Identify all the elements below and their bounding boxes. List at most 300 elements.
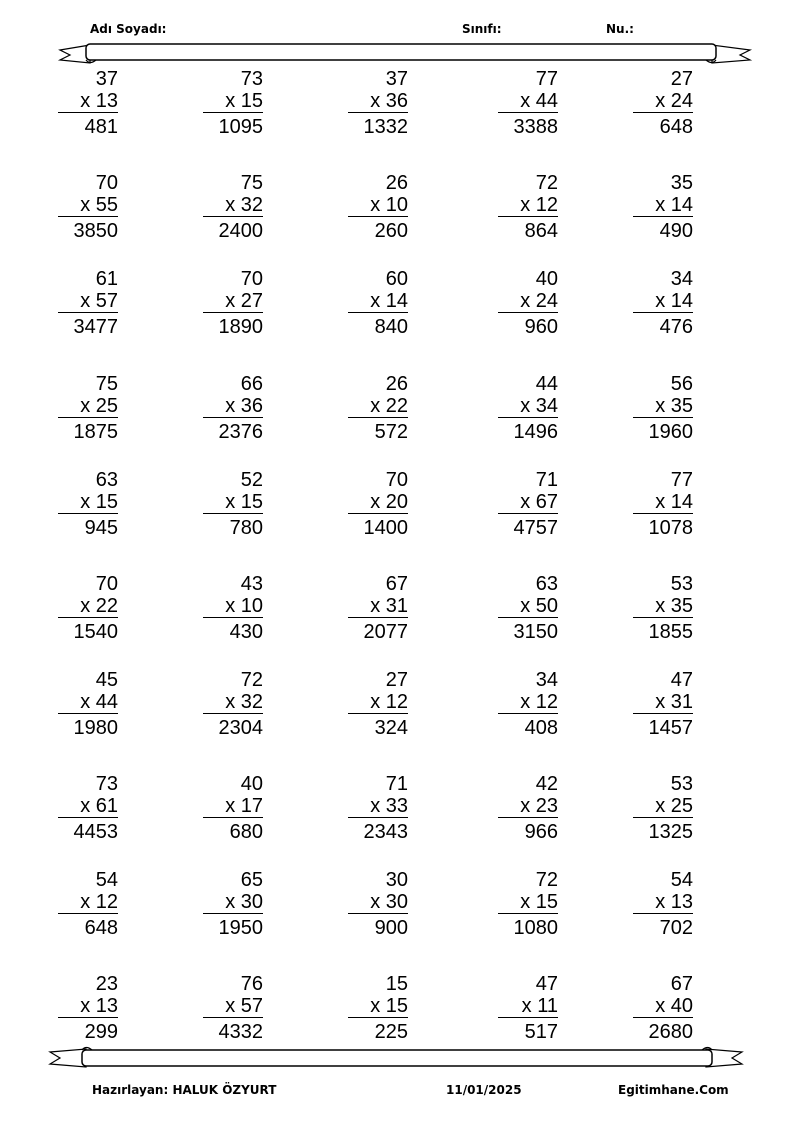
multiplier-row (633, 491, 693, 514)
multiplicand: 47 (535, 973, 558, 995)
multiplier: 15 (240, 491, 263, 513)
product: 481 (84, 116, 118, 138)
multiply-sign: x (370, 795, 386, 817)
product: 1095 (218, 116, 263, 138)
multiplier-row (203, 395, 263, 418)
multiplier: 10 (240, 595, 263, 617)
multiply-sign: x (370, 290, 386, 312)
multiply-sign: x (225, 595, 241, 617)
multiplication-problem (348, 669, 408, 739)
multiplier-row (498, 891, 558, 914)
multiplier: 24 (670, 90, 693, 112)
multiply-sign: x (370, 90, 386, 112)
product: 1980 (73, 717, 118, 739)
product: 2376 (218, 421, 263, 443)
product: 702 (659, 917, 693, 939)
multiply-sign: x (655, 290, 671, 312)
multiplicand: 42 (535, 773, 558, 795)
multiplier: 13 (95, 995, 118, 1017)
multiplication-problem (498, 669, 558, 739)
multiplier: 15 (535, 891, 558, 913)
multiplication-problem (348, 373, 408, 443)
multiplication-problem (633, 573, 693, 643)
multiplication-problem (633, 973, 693, 1043)
multiply-sign: x (370, 691, 386, 713)
product: 1960 (648, 421, 693, 443)
multiplicand: 71 (385, 773, 408, 795)
multiply-sign: x (225, 90, 241, 112)
multiplier-row (203, 194, 263, 217)
multiplier-row (633, 290, 693, 313)
multiplication-problem (633, 172, 693, 242)
multiplicand: 52 (240, 469, 263, 491)
multiplier: 67 (535, 491, 558, 513)
multiplicand: 70 (95, 573, 118, 595)
multiplier: 35 (670, 595, 693, 617)
multiplier-row (58, 795, 118, 818)
multiplier: 12 (95, 891, 118, 913)
multiplicand: 67 (385, 573, 408, 595)
multiplicand: 77 (670, 469, 693, 491)
multiplier-row (633, 194, 693, 217)
product: 1457 (648, 717, 693, 739)
multiplier-row (633, 995, 693, 1018)
multiplier-row (58, 595, 118, 618)
multiplication-problem (348, 469, 408, 539)
multiply-sign: x (225, 194, 241, 216)
product: 4453 (73, 821, 118, 843)
multiplication-problem (348, 268, 408, 338)
multiplication-problem (633, 869, 693, 939)
multiplier: 36 (240, 395, 263, 417)
multiplier: 32 (240, 691, 263, 713)
product: 476 (659, 316, 693, 338)
product: 1400 (363, 517, 408, 539)
multiplicand: 65 (240, 869, 263, 891)
multiplicand: 73 (240, 68, 263, 90)
multiplication-problem (498, 869, 558, 939)
multiplier: 14 (385, 290, 408, 312)
multiplication-problem (58, 469, 118, 539)
multiplier: 10 (385, 194, 408, 216)
multiplier-row (498, 995, 558, 1018)
multiply-sign: x (370, 995, 386, 1017)
multiplication-problem (498, 469, 558, 539)
multiplicand: 53 (670, 773, 693, 795)
multiplication-problem (58, 973, 118, 1043)
product: 3477 (73, 316, 118, 338)
date-label: 11/01/2025 (446, 1083, 522, 1097)
multiplicand: 30 (385, 869, 408, 891)
multiplicand: 61 (95, 268, 118, 290)
multiplication-problem (498, 973, 558, 1043)
multiplier: 34 (535, 395, 558, 417)
multiplier-row (348, 995, 408, 1018)
product: 517 (524, 1021, 558, 1043)
multiplier-row (58, 891, 118, 914)
multiplier: 24 (535, 290, 558, 312)
multiplicand: 54 (670, 869, 693, 891)
multiplier: 12 (385, 691, 408, 713)
product: 1855 (648, 621, 693, 643)
multiplicand: 63 (95, 469, 118, 491)
multiplier-row (633, 691, 693, 714)
multiplication-problem (58, 773, 118, 843)
product: 2077 (363, 621, 408, 643)
multiplier: 40 (670, 995, 693, 1017)
multiplier-row (498, 691, 558, 714)
multiplier-row (348, 891, 408, 914)
multiplier: 25 (670, 795, 693, 817)
multiply-sign: x (655, 395, 671, 417)
multiply-sign: x (520, 491, 536, 513)
product: 299 (84, 1021, 118, 1043)
multiplicand: 60 (385, 268, 408, 290)
multiplicand: 26 (385, 172, 408, 194)
multiplier: 50 (535, 595, 558, 617)
product: 1890 (218, 316, 263, 338)
multiply-sign: x (370, 395, 386, 417)
multiplier-row (348, 90, 408, 113)
multiplier: 44 (95, 691, 118, 713)
multiply-sign: x (80, 995, 96, 1017)
multiplier-row (203, 891, 263, 914)
product: 2400 (218, 220, 263, 242)
multiply-sign: x (80, 90, 96, 112)
multiplier-row (498, 491, 558, 514)
multiplicand: 67 (670, 973, 693, 995)
multiplier-row (203, 995, 263, 1018)
multiplication-problem (58, 68, 118, 138)
multiply-sign: x (370, 891, 386, 913)
multiplicand: 43 (240, 573, 263, 595)
multiplier-row (498, 395, 558, 418)
multiplier-row (348, 691, 408, 714)
multiplication-problem (498, 268, 558, 338)
multiplicand: 72 (240, 669, 263, 691)
multiplication-problem (348, 869, 408, 939)
multiplication-problem (203, 268, 263, 338)
multiplicand: 26 (385, 373, 408, 395)
multiply-sign: x (370, 595, 386, 617)
multiplier-row (498, 194, 558, 217)
multiplicand: 70 (95, 172, 118, 194)
product: 408 (524, 717, 558, 739)
multiplicand: 44 (535, 373, 558, 395)
multiplication-problem (58, 268, 118, 338)
multiplication-problem (203, 469, 263, 539)
multiplicand: 37 (95, 68, 118, 90)
author-label: Hazırlayan: HALUK ÖZYURT (92, 1083, 277, 1097)
product: 1080 (513, 917, 558, 939)
product: 3150 (513, 621, 558, 643)
multiplicand: 76 (240, 973, 263, 995)
multiply-sign: x (80, 395, 96, 417)
multiplicand: 27 (670, 68, 693, 90)
product: 966 (524, 821, 558, 843)
multiplier-row (348, 194, 408, 217)
multiplicand: 77 (535, 68, 558, 90)
multiplier: 27 (240, 290, 263, 312)
multiplication-problem (203, 373, 263, 443)
multiplicand: 70 (385, 469, 408, 491)
multiplier-row (58, 90, 118, 113)
product: 260 (374, 220, 408, 242)
multiply-sign: x (80, 595, 96, 617)
multiply-sign: x (655, 691, 671, 713)
product: 3850 (73, 220, 118, 242)
multiplication-problem (203, 773, 263, 843)
multiply-sign: x (370, 491, 386, 513)
product: 4332 (218, 1021, 263, 1043)
product: 490 (659, 220, 693, 242)
product: 1496 (513, 421, 558, 443)
multiplicand: 72 (535, 869, 558, 891)
multiplier-row (203, 795, 263, 818)
product: 900 (374, 917, 408, 939)
name-label: Adı Soyadı: (90, 22, 167, 36)
product: 864 (524, 220, 558, 242)
multiplication-problem (633, 68, 693, 138)
multiplier: 30 (385, 891, 408, 913)
multiplier: 14 (670, 194, 693, 216)
multiplication-problem (58, 172, 118, 242)
multiplier: 22 (385, 395, 408, 417)
multiplication-problem (633, 469, 693, 539)
multiply-sign: x (80, 691, 96, 713)
multiply-sign: x (225, 395, 241, 417)
multiplication-problem (348, 773, 408, 843)
multiplication-problem (633, 268, 693, 338)
class-label: Sınıfı: (462, 22, 502, 36)
multiplier: 44 (535, 90, 558, 112)
multiplier-row (58, 491, 118, 514)
multiply-sign: x (520, 795, 536, 817)
multiplier-row (348, 491, 408, 514)
multiplication-problem (498, 172, 558, 242)
multiplier: 31 (385, 595, 408, 617)
multiply-sign: x (520, 290, 536, 312)
product: 648 (659, 116, 693, 138)
multiply-sign: x (80, 795, 96, 817)
multiplicand: 27 (385, 669, 408, 691)
multiply-sign: x (655, 995, 671, 1017)
multiply-sign: x (225, 491, 241, 513)
product: 1540 (73, 621, 118, 643)
multiply-sign: x (225, 795, 241, 817)
multiplier: 57 (95, 290, 118, 312)
multiplicand: 66 (240, 373, 263, 395)
multiplier-row (203, 691, 263, 714)
multiplier-row (348, 795, 408, 818)
product: 780 (229, 517, 263, 539)
multiplicand: 54 (95, 869, 118, 891)
multiplier-row (498, 90, 558, 113)
multiplier: 31 (670, 691, 693, 713)
multiplicand: 70 (240, 268, 263, 290)
multiplication-problem (633, 669, 693, 739)
multiply-sign: x (225, 691, 241, 713)
multiply-sign: x (225, 290, 241, 312)
multiplier-row (203, 491, 263, 514)
multiplication-problem (633, 773, 693, 843)
multiply-sign: x (80, 290, 96, 312)
multiply-sign: x (520, 90, 536, 112)
bottom-ribbon-border (0, 1046, 794, 1070)
multiplication-problem (348, 68, 408, 138)
multiplicand: 72 (535, 172, 558, 194)
multiplier-row (58, 691, 118, 714)
multiplication-problem (203, 869, 263, 939)
product: 324 (374, 717, 408, 739)
multiplication-problem (203, 68, 263, 138)
multiplier: 14 (670, 491, 693, 513)
multiplier: 14 (670, 290, 693, 312)
multiplication-problem (498, 573, 558, 643)
multiplication-problem (498, 373, 558, 443)
multiplier-row (633, 595, 693, 618)
multiplication-problem (203, 669, 263, 739)
multiplication-problem (348, 172, 408, 242)
multiplicand: 34 (670, 268, 693, 290)
multiplication-problem (58, 869, 118, 939)
multiplier: 20 (385, 491, 408, 513)
multiplicand: 40 (240, 773, 263, 795)
multiplication-problem (203, 573, 263, 643)
multiplier-row (348, 290, 408, 313)
product: 2680 (648, 1021, 693, 1043)
product: 225 (374, 1021, 408, 1043)
multiplicand: 37 (385, 68, 408, 90)
multiplier: 15 (95, 491, 118, 513)
multiply-sign: x (521, 995, 538, 1017)
multiplicand: 23 (95, 973, 118, 995)
multiplier: 55 (95, 194, 118, 216)
multiply-sign: x (370, 194, 386, 216)
multiply-sign: x (520, 194, 536, 216)
multiplier: 23 (535, 795, 558, 817)
multiplier: 25 (95, 395, 118, 417)
multiply-sign: x (655, 595, 671, 617)
multiply-sign: x (655, 194, 671, 216)
multiplier: 17 (240, 795, 263, 817)
multiplier: 33 (385, 795, 408, 817)
multiplicand: 47 (670, 669, 693, 691)
multiply-sign: x (655, 491, 671, 513)
product: 945 (84, 517, 118, 539)
multiplicand: 71 (535, 469, 558, 491)
multiply-sign: x (80, 194, 96, 216)
number-label: Nu.: (606, 22, 634, 36)
product: 1332 (363, 116, 408, 138)
multiplier: 12 (535, 194, 558, 216)
multiplier-row (498, 595, 558, 618)
multiply-sign: x (520, 395, 536, 417)
multiplier-row (58, 995, 118, 1018)
multiplier: 61 (95, 795, 118, 817)
multiplication-problem (203, 973, 263, 1043)
multiplicand: 73 (95, 773, 118, 795)
product: 1078 (648, 517, 693, 539)
multiplier-row (348, 395, 408, 418)
product: 2304 (218, 717, 263, 739)
product: 1950 (218, 917, 263, 939)
multiplier: 57 (240, 995, 263, 1017)
multiplicand: 75 (240, 172, 263, 194)
multiplier-row (58, 194, 118, 217)
product: 3388 (513, 116, 558, 138)
multiply-sign: x (225, 891, 241, 913)
multiplier: 30 (240, 891, 263, 913)
multiplication-problem (633, 373, 693, 443)
multiply-sign: x (520, 891, 536, 913)
multiply-sign: x (80, 891, 96, 913)
product: 1325 (648, 821, 693, 843)
multiplier: 32 (240, 194, 263, 216)
multiplier-row (58, 395, 118, 418)
multiplicand: 40 (535, 268, 558, 290)
multiplier-row (348, 595, 408, 618)
multiplicand: 75 (95, 373, 118, 395)
multiply-sign: x (655, 891, 671, 913)
multiplication-problem (203, 172, 263, 242)
multiplier: 36 (385, 90, 408, 112)
product: 960 (524, 316, 558, 338)
product: 572 (374, 421, 408, 443)
multiplier: 15 (385, 995, 408, 1017)
multiplier: 15 (240, 90, 263, 112)
multiplicand: 34 (535, 669, 558, 691)
multiplier-row (203, 90, 263, 113)
product: 4757 (513, 517, 558, 539)
multiply-sign: x (520, 595, 536, 617)
multiplicand: 35 (670, 172, 693, 194)
multiplier-row (203, 290, 263, 313)
multiplier-row (498, 290, 558, 313)
multiplier-row (633, 395, 693, 418)
multiplication-problem (498, 773, 558, 843)
multiplier-row (203, 595, 263, 618)
multiplier: 12 (535, 691, 558, 713)
multiplication-problem (498, 68, 558, 138)
multiply-sign: x (225, 995, 241, 1017)
multiplicand: 53 (670, 573, 693, 595)
multiplier: 13 (670, 891, 693, 913)
multiplicand: 15 (385, 973, 408, 995)
multiplicand: 45 (95, 669, 118, 691)
product: 840 (374, 316, 408, 338)
product: 648 (84, 917, 118, 939)
product: 680 (229, 821, 263, 843)
multiplier-row (633, 891, 693, 914)
multiplicand: 63 (535, 573, 558, 595)
multiplier-row (498, 795, 558, 818)
multiplier: 13 (95, 90, 118, 112)
product: 2343 (363, 821, 408, 843)
multiplicand: 56 (670, 373, 693, 395)
multiplication-problem (348, 573, 408, 643)
multiply-sign: x (520, 691, 536, 713)
multiplier: 22 (95, 595, 118, 617)
multiplication-problem (58, 669, 118, 739)
multiplier-row (633, 795, 693, 818)
multiply-sign: x (655, 90, 671, 112)
site-label: Egitimhane.Com (618, 1083, 729, 1097)
multiply-sign: x (80, 491, 96, 513)
multiply-sign: x (655, 795, 671, 817)
product: 1875 (73, 421, 118, 443)
top-ribbon-border (0, 42, 794, 66)
